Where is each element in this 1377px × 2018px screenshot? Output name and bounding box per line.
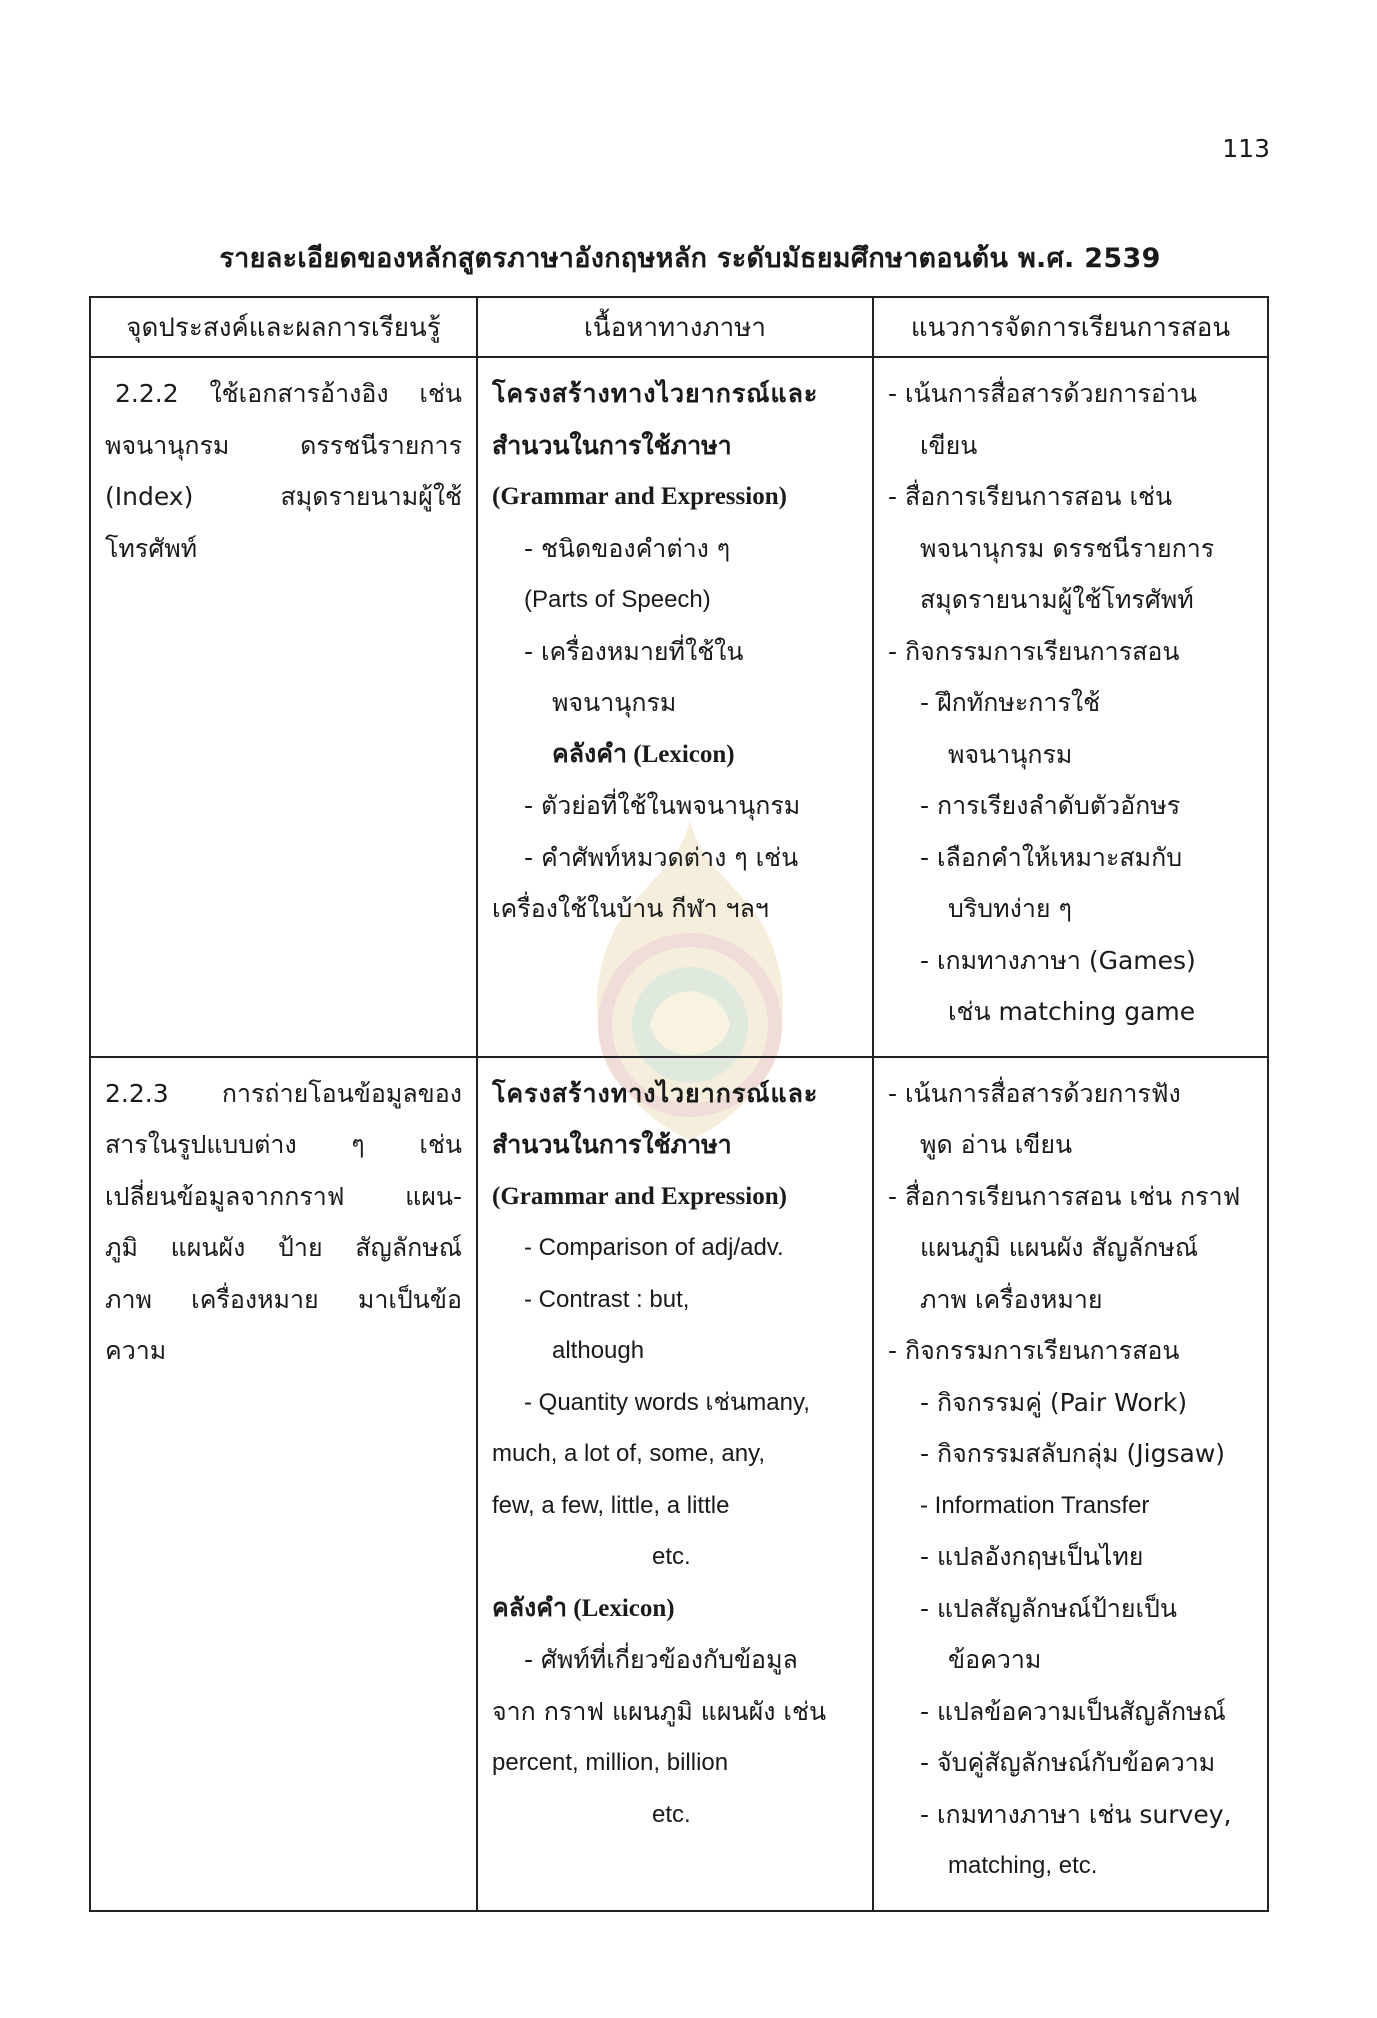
content-line: although	[552, 1337, 645, 1364]
content-line: - ชนิดของคำต่าง ๆ	[524, 533, 731, 563]
approach-line: - การเรียงลำดับตัวอักษร	[920, 791, 1181, 820]
content-line: พจนานุกรม	[552, 688, 677, 717]
approach-line: - แปลสัญลักษณ์ป้ายเป็น	[920, 1593, 1178, 1623]
table-row	[90, 357, 1268, 1057]
content-line: etc.	[652, 1800, 691, 1828]
objective-line: สารในรูปแบบต่าง ๆ เช่น	[105, 1130, 462, 1159]
approach-line: ข้อความ	[948, 1645, 1042, 1674]
content-heading: โครงสร้างทางไวยากรณ์และ	[492, 1078, 819, 1108]
content-line: - Comparison of adj/adv.	[524, 1234, 784, 1261]
approach-line: - แปลอังกฤษเป็นไทย	[920, 1542, 1144, 1571]
content-line: จาก กราฟ แผนภูมิ แผนผัง เช่น	[492, 1696, 827, 1726]
approach-line: บริบทง่าย ๆ	[948, 894, 1072, 923]
objective-line: 2.2.2 ใช้เอกสารอ้างอิง เช่น	[115, 379, 462, 408]
approach-line: พูด อ่าน เขียน	[920, 1130, 1073, 1159]
content-line: - Quantity words เช่นmany,	[524, 1388, 810, 1416]
content-heading: โครงสร้างทางไวยากรณ์และ	[492, 379, 819, 408]
content-heading-en: (Grammar and Expression)	[492, 483, 787, 510]
objective-cell	[90, 357, 477, 1057]
content-subheading: คลังคำ (Lexicon)	[552, 740, 735, 768]
objective-line: (Index) สมุดรายนามผู้ใช้	[105, 482, 462, 511]
page-number: 113	[1222, 134, 1270, 163]
approach-line: - แปลข้อความเป็นสัญลักษณ์	[920, 1696, 1226, 1726]
header-language-content: เนื้อหาทางภาษา	[477, 297, 873, 357]
approach-line: - Information Transfer	[920, 1491, 1150, 1519]
approach-line: - กิจกรรมคู่ (Pair Work)	[920, 1387, 1188, 1417]
objective-line: เปลี่ยนข้อมูลจากกราฟ แผน-	[105, 1181, 462, 1211]
approach-line: - เน้นการสื่อสารด้วยการฟัง	[888, 1078, 1181, 1108]
header-teaching-approach: แนวการจัดการเรียนการสอน	[873, 297, 1268, 357]
objective-line: ภาพ เครื่องหมาย มาเป็นข้อ	[105, 1284, 462, 1314]
approach-line: แผนภูมิ แผนผัง สัญลักษณ์	[920, 1233, 1199, 1262]
content-cell	[477, 357, 873, 1057]
objective-line: พจนานุกรม ดรรชนีรายการ	[105, 430, 462, 460]
approach-line: ภาพ เครื่องหมาย	[920, 1284, 1103, 1314]
objective-line: 2.2.3 การถ่ายโอนข้อมูลของ	[105, 1078, 462, 1108]
content-subheading: คลังคำ (Lexicon)	[492, 1594, 675, 1622]
content-line: percent, million, billion	[492, 1749, 729, 1776]
objective-line: ภูมิ แผนผัง ป้าย สัญลักษณ์	[105, 1233, 462, 1262]
approach-line: - สื่อการเรียนการสอน เช่น	[888, 482, 1173, 511]
approach-line: เขียน	[920, 430, 978, 460]
approach-line: พจนานุกรม	[948, 739, 1073, 769]
approach-cell	[873, 1057, 1268, 1911]
approach-line: - จับคู่สัญลักษณ์กับข้อความ	[920, 1748, 1216, 1777]
content-line: - เครื่องหมายที่ใช้ใน	[524, 636, 744, 666]
approach-line: matching, etc.	[948, 1852, 1098, 1879]
content-cell	[477, 1057, 873, 1911]
approach-line: พจนานุกรม ดรรชนีรายการ	[920, 533, 1215, 563]
approach-line: - กิจกรรมการเรียนการสอน	[888, 1336, 1180, 1365]
content-line: (Parts of Speech)	[524, 586, 711, 613]
content-line: much, a lot of, some, any,	[492, 1440, 766, 1467]
content-line: - ตัวย่อที่ใช้ในพจนานุกรม	[524, 791, 801, 820]
approach-line: - สื่อการเรียนการสอน เช่น กราฟ	[888, 1181, 1241, 1211]
content-line: เครื่องใช้ในบ้าน กีฬา ฯลฯ	[492, 894, 769, 923]
objective-line: โทรศัพท์	[105, 533, 198, 563]
approach-line: - เกมทางภาษา (Games)	[920, 945, 1196, 975]
approach-line: - เกมทางภาษา เช่น survey,	[920, 1799, 1232, 1829]
table-header-row	[90, 297, 1268, 357]
content-line: few, a few, little, a little	[492, 1491, 730, 1519]
approach-line: - ฝึกทักษะการใช้	[920, 688, 1101, 717]
objective-line: ความ	[105, 1336, 167, 1365]
content-heading: สำนวนในการใช้ภาษา	[492, 1130, 732, 1159]
content-line: etc.	[652, 1543, 691, 1570]
content-line: - คำศัพท์หมวดต่าง ๆ เช่น	[524, 842, 799, 872]
approach-line: - กิจกรรมการเรียนการสอน	[888, 636, 1180, 666]
approach-line: - เน้นการสื่อสารด้วยการอ่าน	[888, 379, 1197, 408]
approach-line: - กิจกรรมสลับกลุ่ม (Jigsaw)	[920, 1439, 1226, 1468]
approach-line: สมุดรายนามผู้ใช้โทรศัพท์	[920, 585, 1194, 614]
content-heading-en: (Grammar and Expression)	[492, 1182, 787, 1210]
content-heading: สำนวนในการใช้ภาษา	[492, 430, 732, 460]
content-line: - ศัพท์ที่เกี่ยวข้องกับข้อมูล	[524, 1645, 798, 1674]
curriculum-table	[89, 296, 1269, 1912]
content-line: - Contrast : but,	[524, 1285, 690, 1313]
approach-line: เช่น matching game	[948, 997, 1196, 1026]
approach-cell	[873, 357, 1268, 1057]
document-title: รายละเอียดของหลักสูตรภาษาอังกฤษหลัก ระดับมัธยมศึกษาตอนต้น พ.ศ. 2539	[219, 243, 1161, 274]
objective-cell	[90, 1057, 477, 1911]
approach-line: - เลือกคำให้เหมาะสมกับ	[920, 842, 1183, 872]
table-row	[90, 1057, 1268, 1911]
header-objectives: จุดประสงค์และผลการเรียนรู้	[90, 297, 477, 357]
